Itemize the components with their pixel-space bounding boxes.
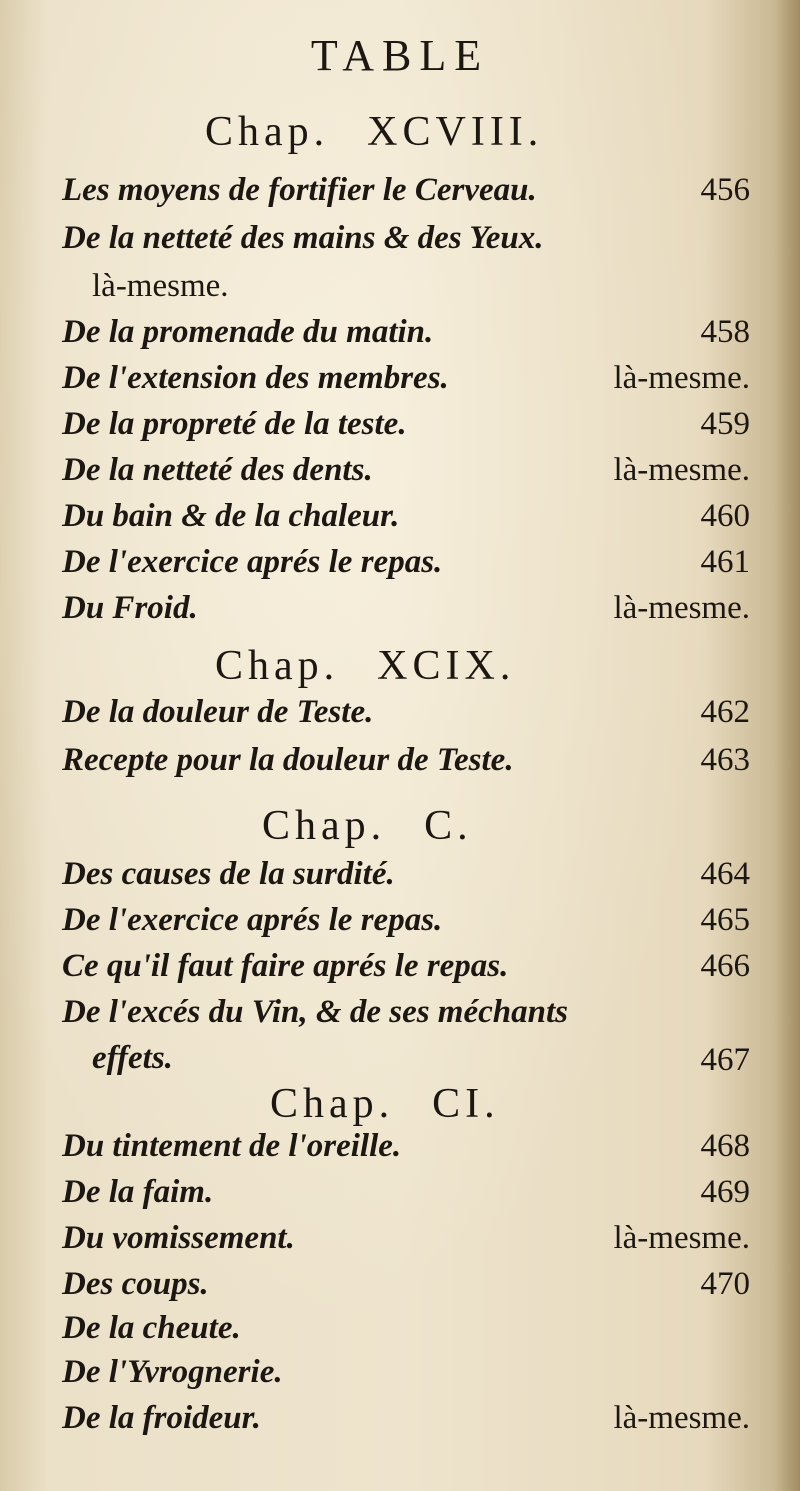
entry-continuation: là-mesme. [92,268,229,304]
toc-entry [62,1400,750,1444]
toc-entry [62,994,750,1038]
entry-title: De la netteté des dents. [62,452,373,488]
entry-page: 468 [700,1128,750,1164]
toc-entry [62,1310,750,1354]
chapter-heading-c [262,802,473,850]
entry-title: De la froideur. [62,1400,261,1436]
entry-title: De l'exercice aprés le repas. [62,544,443,580]
running-head: TABLE [310,31,490,80]
entry-page: 465 [700,902,750,938]
chapter-label: Chap. [262,803,387,849]
entry-page: là-mesme. [613,1220,750,1256]
chapter-heading-xcix [215,642,515,690]
entry-page: 458 [700,314,750,350]
toc-entry [62,856,750,900]
chapter-heading-xcviii [205,108,543,156]
toc-entry [62,360,750,404]
toc-entry [62,742,750,786]
entry-title: Les moyens de fortifier le Cerveau. [62,172,537,208]
toc-entry [62,220,750,264]
chapter-number: XCVIII. [367,109,544,155]
entry-title: De la faim. [62,1174,214,1210]
toc-entry [62,1266,750,1310]
entry-page: 466 [700,948,750,984]
entry-title: Du bain & de la chaleur. [62,498,400,534]
entry-title: Du vomissement. [62,1220,295,1256]
toc-entry [62,1220,750,1264]
entry-page: 462 [700,694,750,730]
chapter-number: XCIX. [377,643,516,689]
chapter-label: Chap. [215,643,340,689]
entry-page: 464 [700,856,750,892]
entry-title: De l'extension des membres. [62,360,449,396]
chapter-label: Chap. [270,1081,395,1127]
entry-title: De la promenade du matin. [62,314,434,350]
toc-entry [62,590,750,634]
entry-page: 469 [700,1174,750,1210]
chapter-number: C. [424,803,473,849]
entry-title: Des coups. [62,1266,209,1302]
entry-title: De l'exercice aprés le repas. [62,902,443,938]
chapter-number: CI. [432,1081,500,1127]
entry-title: Recepte pour la douleur de Teste. [62,742,514,778]
toc-entry [62,314,750,358]
entry-page: 463 [700,742,750,778]
entry-page: là-mesme. [613,1400,750,1436]
entry-page: là-mesme. [613,452,750,488]
entry-page: 459 [700,406,750,442]
entry-page: 467 [700,1042,750,1078]
entry-continuation: effets. [92,1040,173,1076]
toc-entry [62,1128,750,1172]
entry-title: De la cheute. [62,1310,241,1346]
toc-entry [62,1354,750,1398]
entry-title: Des causes de la surdité. [62,856,395,892]
toc-entry [62,406,750,450]
toc-entry [62,902,750,946]
entry-title: De l'Yvrognerie. [62,1354,283,1390]
chapter-label: Chap. [205,109,330,155]
chapter-heading-ci [270,1080,500,1128]
toc-entry [62,172,750,216]
entry-title: Ce qu'il faut faire aprés le repas. [62,948,509,984]
entry-title: De la propreté de la teste. [62,406,407,442]
entry-page: 460 [700,498,750,534]
toc-entry [62,544,750,588]
entry-title: Du Froid. [62,590,198,626]
entry-page: là-mesme. [613,590,750,626]
entry-page: 461 [700,544,750,580]
entry-page: 470 [700,1266,750,1302]
entry-title: De la netteté des mains & des Yeux. [62,220,544,256]
entry-title: Du tintement de l'oreille. [62,1128,402,1164]
toc-entry [62,694,750,738]
toc-entry [62,452,750,496]
toc-entry [62,498,750,542]
entry-page: là-mesme. [613,360,750,396]
toc-entry [62,948,750,992]
toc-entry [62,1174,750,1218]
entry-page: 456 [700,172,750,208]
entry-title: De l'excés du Vin, & de ses méchants [62,994,568,1030]
entry-title: De la douleur de Teste. [62,694,374,730]
